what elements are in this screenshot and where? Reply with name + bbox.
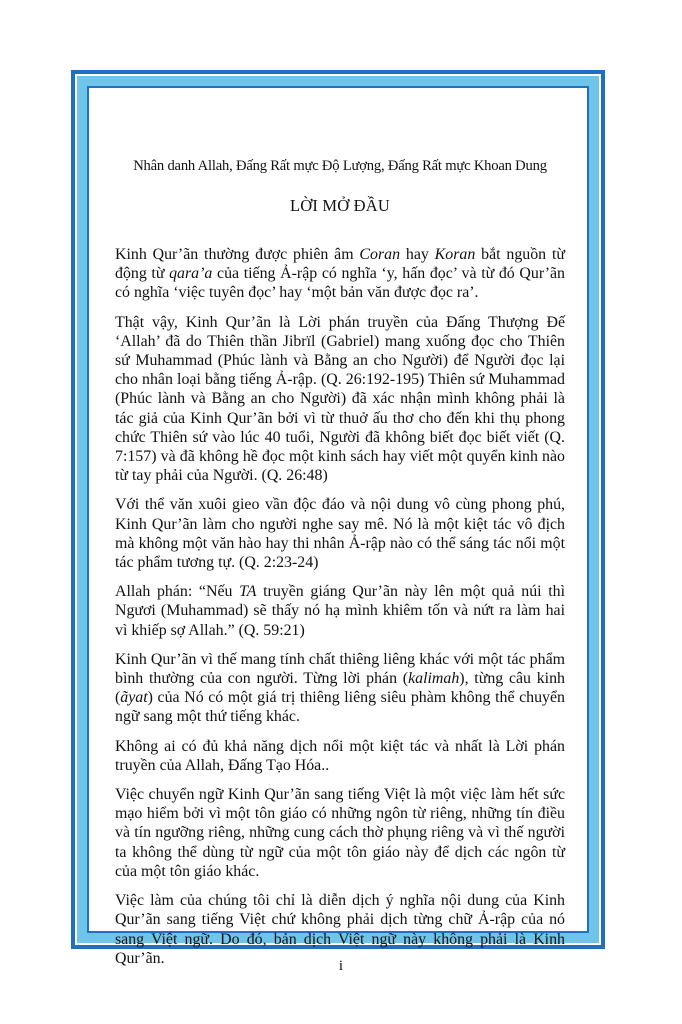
paragraph-6: Không ai có đủ khả năng dịch nổi một kiệt tác và nhất là Lời phán truyền của Allah, Đấng Tạo Hóa.. xyxy=(115,737,565,774)
text-panel xyxy=(87,86,589,967)
paragraph-8: Việc làm của chúng tôi chỉ là diễn dịch ý nghĩa nội dung của Kinh Qur’ãn sang tiếng Việt chứ không phải dịch từng chữ Ả-rập của nó sang Việt ngữ. Do đó, bản dịch Việt ngữ này không phải là Kinh Qur’ãn. xyxy=(115,892,565,967)
content-body xyxy=(115,158,565,978)
frame-border-band xyxy=(77,76,599,967)
paragraph-7: Việc chuyển ngữ Kinh Qur’ãn sang tiếng Việt là một việc làm hết sức mạo hiểm bởi vì một tôn giáo có những ngôn từ riêng, những tín điều và tín ngưỡng riêng, những cung cách thờ phụng riêng và vì thế người ta không thể dùng từ ngữ của một tôn giáo này để dịch các ngôn từ của một tôn giáo khác. xyxy=(115,786,565,880)
paragraph-4: Allah phán: “Nếu TA truyền giáng Qur’ãn này lên một quả núi thì Ngươi (Muhammad) sẽ thấy nó hạ mình khiêm tốn và nứt ra làm hai vì khiếp sợ Allah.” (Q. 59:21) xyxy=(115,583,565,639)
invocation-line: Nhân danh Allah, Đấng Rất mực Độ Lượng, Đấng Rất mực Khoan Dung xyxy=(133,158,547,174)
page-title: LỜI MỞ ĐẦU xyxy=(289,196,391,215)
page-number: i xyxy=(338,958,344,974)
paragraph-2: Thật vậy, Kinh Qur’ãn là Lời phán truyền của Đấng Thượng Đế ‘Allah’ đã do Thiên thần Jibrïl (Gabriel) mang xuống đọc cho Thiên sứ Muhammad (Phúc lành và Bằng an cho Người) để Người đọc lại cho nhân loại bằng tiếng Ả-rập. (Q. 26:192-195) Thiên sứ Muhammad (Phúc lành và Bằng an cho Người) đã xác nhận mình không phải là tác giả của Kinh Qur’ãn bởi vì từ thuở ấu thơ cho đến khi thụ phong chức Thiên sứ vào lúc 40 tuổi, Người đã không biết đọc biết viết (Q. 7:157) và đã không hề đọc một kinh sách hay viết một quyển kinh nào từ tay phải của Người. (Q. 26:48) xyxy=(115,313,565,485)
paragraph-3: Với thể văn xuôi gieo vần độc đáo và nội dung vô cùng phong phú, Kinh Qur’ãn làm cho người nghe say mê. Nó là một kiệt tác vô địch mà không một văn hào hay thi nhân Ả-rập nào có thể sáng tác nổi một tác phẩm tương tự. (Q. 2:23-24) xyxy=(115,496,565,572)
page-frame xyxy=(71,70,605,967)
paragraph-1: Kinh Qur’ãn thường được phiên âm Coran hay Koran bắt nguồn từ động từ qara’a của tiếng Ả-rập có nghĩa ‘y, hấn đọc’ và từ đó Qur’ãn có nghĩa ‘việc tuyên đọc’ hay ‘một bản văn được đọc ra’. xyxy=(115,246,565,302)
paragraph-5: Kinh Qur’ãn vì thế mang tính chất thiêng liêng khác với một tác phẩm bình thường của con người. Từng lời phán (kalimah), từng câu kinh (ãyat) của Nó có một giá trị thiêng liêng siêu phàm không thể chuyển ngữ sang một thứ tiếng khác. xyxy=(115,650,565,726)
